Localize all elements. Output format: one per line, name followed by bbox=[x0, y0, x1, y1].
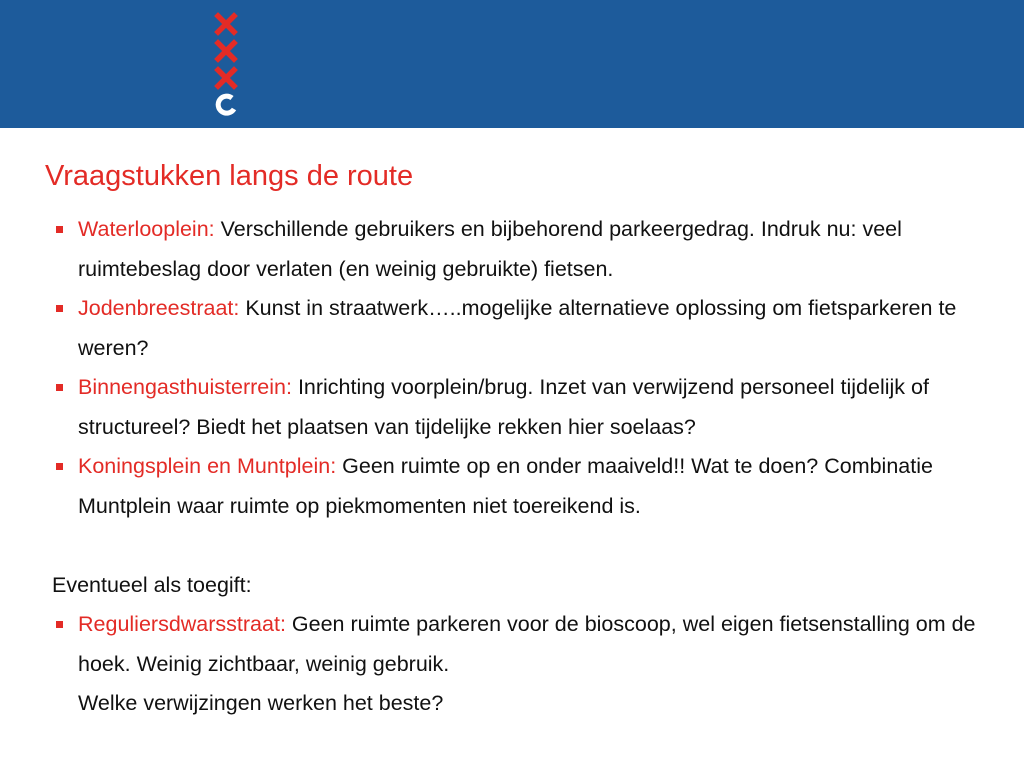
bullet-text-2: Welke verwijzingen werken het beste? bbox=[78, 691, 444, 715]
spacer bbox=[52, 526, 1002, 566]
bullet-waterlooplein bbox=[52, 210, 1002, 289]
amsterdam-xxx-logo-icon bbox=[213, 11, 239, 119]
bullet-reguliersdwarsstraat bbox=[52, 605, 1002, 724]
bullet-text: Kunst in straatwerk…..mogelijke alternatieve oplossing om fietsparkeren te weren? bbox=[78, 296, 957, 360]
slide-content bbox=[52, 210, 1002, 724]
bullet-lead: Jodenbreestraat: bbox=[78, 296, 240, 320]
bullet-koningsplein-muntplein bbox=[52, 447, 1002, 526]
extra-label: Eventueel als toegift: bbox=[52, 572, 252, 597]
bullet-text: Verschillende gebruikers en bijbehorend parkeergedrag. Indruk nu: veel ruimtebeslag door verlaten (en weinig gebruikte) fietsen. bbox=[78, 217, 902, 281]
bullet-jodenbreestraat bbox=[52, 289, 1002, 368]
bullet-lead: Reguliersdwarsstraat: bbox=[78, 612, 286, 636]
bullet-lead: Koningsplein en Muntplein: bbox=[78, 454, 337, 478]
bullet-text: Geen ruimte parkeren voor de bioscoop, wel eigen fietsenstalling om de hoek. Weinig zichtbaar, weinig gebruik. bbox=[78, 612, 976, 676]
bullet-text: Inrichting voorplein/brug. Inzet van verwijzend personeel tijdelijk of structureel? Biedt het plaatsen van tijdelijke rekken hier soelaas? bbox=[78, 375, 929, 439]
header-band bbox=[0, 0, 1024, 128]
bullet-binnengasthuisterrein bbox=[52, 368, 1002, 447]
bullet-lead: Waterlooplein: bbox=[78, 217, 215, 241]
slide-title: Vraagstukken langs de route bbox=[45, 160, 414, 192]
bullet-text: Geen ruimte op en onder maaiveld!! Wat te doen? Combinatie Muntplein waar ruimte op piekmomenten niet toereikend is. bbox=[78, 454, 933, 518]
bullet-lead: Binnengasthuisterrein: bbox=[78, 375, 292, 399]
